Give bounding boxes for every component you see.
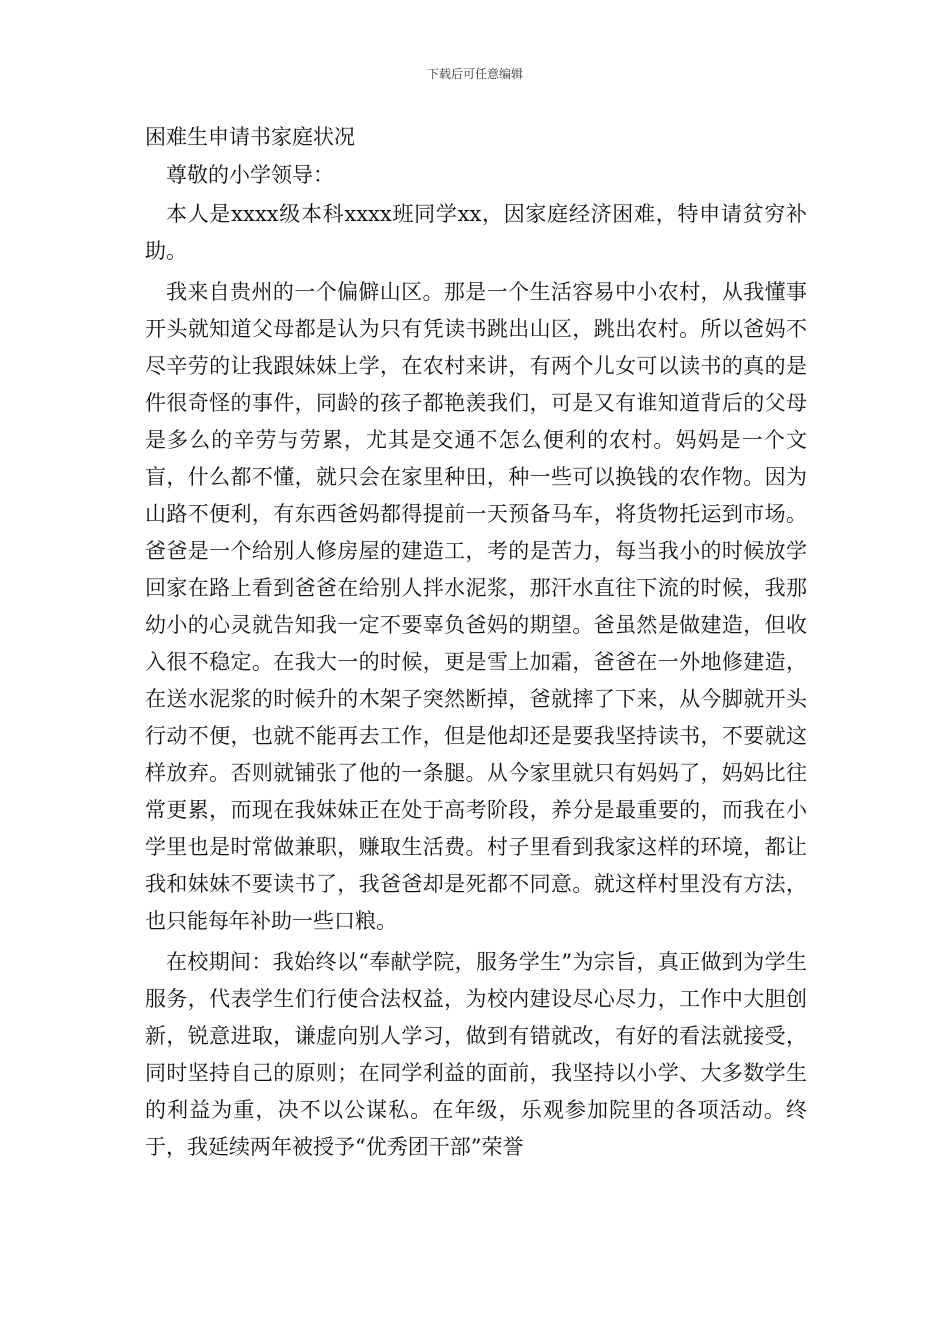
paragraph-school: 在校期间：我始终以“奉献学院，服务学生”为宗旨，真正做到为学生服务，代表学生们行使合法权益，为校内建设尽心尽力，工作中大胆创新，锐意进取，谦虚向别人学习，做到有错就改，有好的看法就接受，同时坚持自己的原则；在同学利益的面前，我坚持以小学、大多数学生的利益为重，决不以公谋私。在年级，乐观参加院里的各项活动。终于，我延续两年被授予“优秀团干部”荣誉 [145, 950, 807, 1159]
document-title: 困难生申请书家庭状况 [145, 125, 355, 149]
document-body [145, 118, 807, 1166]
salutation: 尊敬的小学领导： [166, 163, 334, 187]
page-header-note: 下载后可任意编辑 [426, 67, 523, 81]
paragraph-family: 我来自贵州的一个偏僻山区。那是一个生活容易中小农村，从我懂事开头就知道父母都是认为只有凭读书跳出山区，跳出农村。所以爸妈不尽辛劳的让我跟妹妹上学，在农村来讲，有两个儿女可以读书的真的是件很奇怪的事件，同龄的孩子都艳羡我们，可是又有谁知道背后的父母是多么的辛劳与劳累，尤其是交通不怎么便利的农村。妈妈是一个文盲，什么都不懂，就只会在家里种田，种一些可以换钱的农作物。因为山路不便利，有东西爸妈都得提前一天预备马车，将货物托运到市场。爸爸是一个给别人修房屋的建造工，考的是苦力，每当我小的时候放学回家在路上看到爸爸在给别人拌水泥浆，那汗水直往下流的时候，我那幼小的心灵就告知我一定不要辜负爸妈的期望。爸虽然是做建造，但收入很不稳定。在我大一的时候，更是雪上加霜，爸爸在一外地修建造，在送水泥浆的时候升的木架子突然断掉，爸就摔了下来，从今脚就开头行动不便，也就不能再去工作，但是他却还是要我坚持读书，不要就这样放弃。否则就铺张了他的一条腿。从今家里就只有妈妈了，妈妈比往常更累，而现在我妹妹正在处于高考阶段，养分是最重要的，而我在小学里也是时常做兼职，赚取生活费。村子里看到我家这样的环境，都让我和妹妹不要读书了，我爸爸却是死都不同意。就这样村里没有方法，也只能每年补助一些口粮。 [145, 280, 807, 933]
paragraph-intro: 本人是xxxx级本科xxxx班同学xx，因家庭经济困难，特申请贫穷补助。 [145, 202, 807, 263]
